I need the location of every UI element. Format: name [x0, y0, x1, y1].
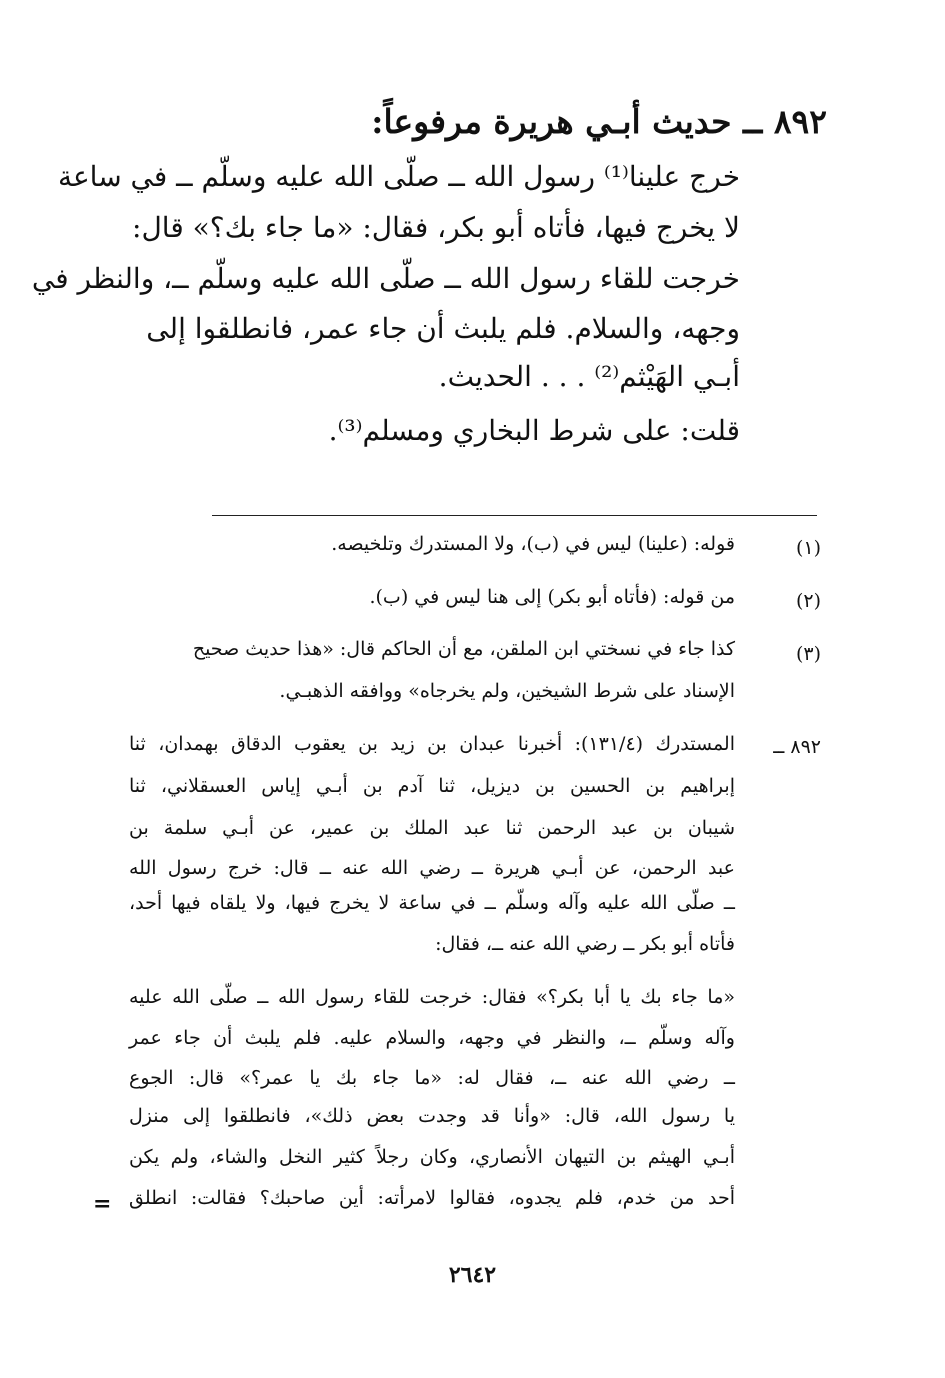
page-number: ٢٦٤٢ — [448, 1262, 497, 1288]
hadith-text-line: خرجت للقاء رسول الله ــ صلّى الله عليه وسلّم ــ، والنظر في — [31, 262, 740, 295]
author-comment: قلت: على شرط البخاري ومسلم⁽³⁾. — [328, 414, 740, 447]
source-text-line: ــ صلّى الله عليه وآله وسلّم ــ في ساعة لا يخرج فيها، ولا يلقاه فيها أحد، — [129, 892, 735, 914]
source-text-line: وآله وسلّم ــ، والنظر في وجهه، والسلام عليه. فلم يلبث أن جاء عمر — [129, 1027, 735, 1049]
source-text-line: عبد الرحمن، عن أبـي هريرة ــ رضي الله عنه ــ قال: خرج رسول الله — [129, 857, 735, 879]
hadith-text-line: أبـي الهَيْثم⁽²⁾ . . . الحديث. — [438, 360, 740, 393]
continuation-mark: = — [93, 1191, 112, 1217]
footnote-number: (١) — [795, 537, 821, 559]
source-text-line: فأتاه أبو بكر ــ رضي الله عنه ــ، فقال: — [435, 933, 735, 955]
source-text-line: ــ رضي الله عنه ــ، فقال له: «ما جاء بك يا عمر؟» قال: الجوع — [129, 1067, 735, 1089]
footnote-number: (٣) — [795, 643, 821, 665]
hadith-text-line: وجهه، والسلام. فلم يلبث أن جاء عمر، فانطلقوا إلى — [146, 312, 740, 345]
footnote-number: (٢) — [795, 590, 821, 612]
hadith-text-line: خرج علينا⁽¹⁾ رسول الله ــ صلّى الله عليه وسلّم ــ في ساعة — [57, 160, 740, 193]
hadith-heading: ٨٩٢ ــ حديث أبـي هريرة مرفوعاً: — [371, 102, 827, 141]
footnote-text: الإسناد على شرط الشيخين، ولم يخرجاه» ووافقه الذهبـي. — [279, 680, 735, 702]
footnote-text: قوله: (علينا) ليس في (ب)، ولا المستدرك وتلخيصه. — [331, 533, 735, 555]
source-text-line: «ما جاء بك يا أبا بكر؟» فقال: خرجت للقاء رسول الله ــ صلّى الله عليه — [129, 986, 735, 1008]
source-text-line: يا رسول الله، قال: «وأنا قد وجدت بعض ذلك»، فانطلقوا إلى منزل — [129, 1105, 735, 1127]
source-text-line: أحد من خدم، فلم يجدوه، فقالوا لامرأته: أين صاحبك؟ فقالت: انطلق — [129, 1187, 735, 1209]
source-text-line: أبـي الهيثم بن التيهان الأنصاري، وكان رجلاً كثير النخل والشاء، ولم يكن — [129, 1146, 735, 1168]
footnote-text: من قوله: (فأتاه أبو بكر) إلى هنا ليس في (ب). — [369, 586, 735, 608]
source-text-line: شيبان بن عبد الرحمن ثنا عبد الملك بن عمير، عن أبـي سلمة بن — [129, 817, 735, 839]
source-number: ٨٩٢ ــ — [773, 736, 821, 758]
source-text-line: إبراهيم بن الحسين بن ديزيل، ثنا آدم بن أبـي إياس العسقلاني، ثنا — [129, 775, 735, 797]
footnote-separator — [212, 515, 817, 516]
source-text-line: المستدرك (١٣١/٤): أخبرنا عبدان بن زيد بن يعقوب الدقاق بهمدان، ثنا — [129, 733, 735, 755]
footnote-text: كذا جاء في نسختي ابن الملقن، مع أن الحاكم قال: «هذا حديث صحيح — [192, 638, 735, 660]
hadith-text-line: لا يخرج فيها، فأتاه أبو بكر، فقال: «ما جاء بك؟» قال: — [132, 211, 740, 244]
